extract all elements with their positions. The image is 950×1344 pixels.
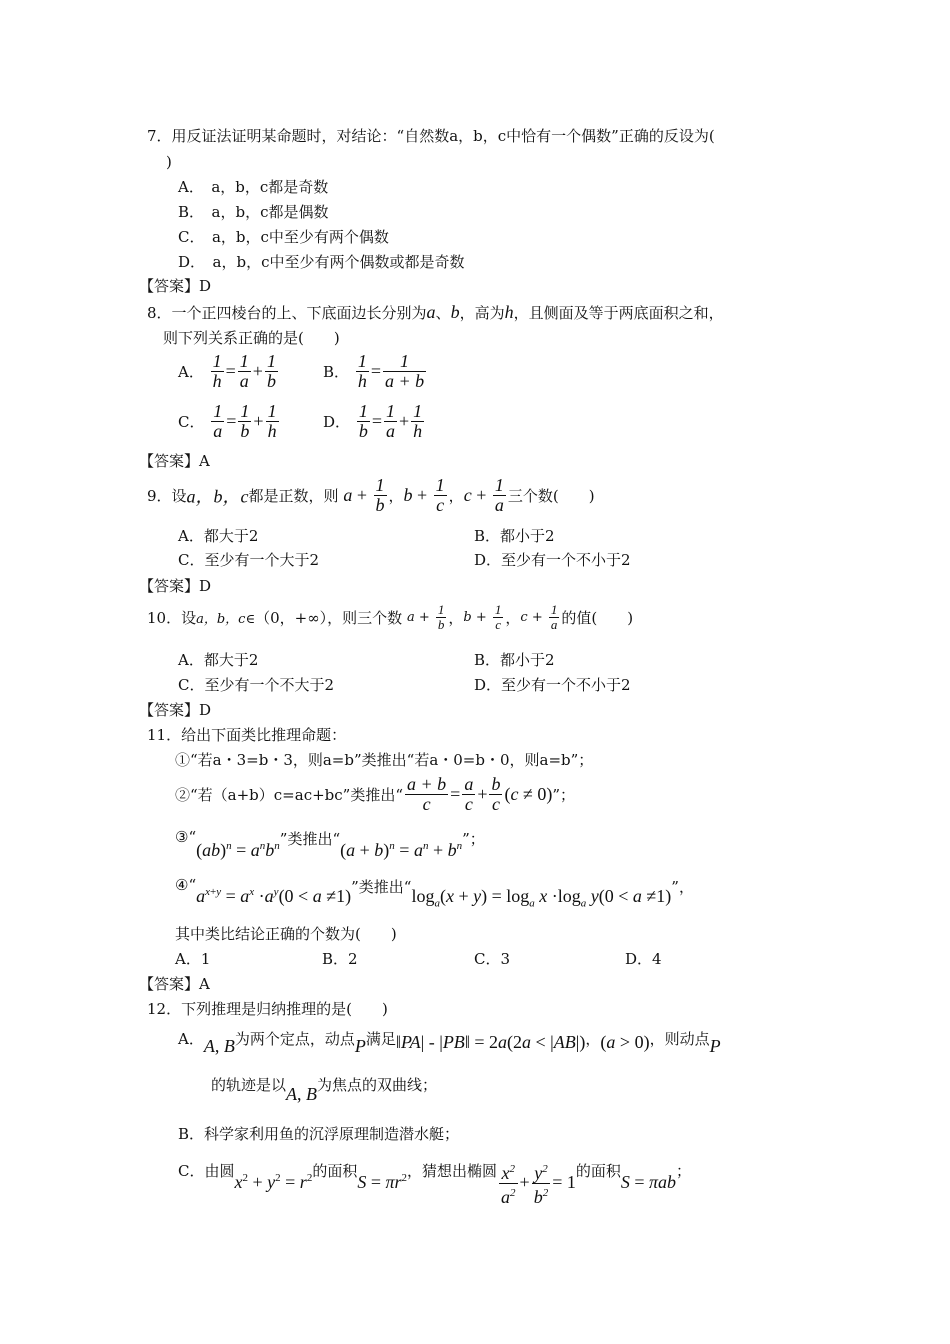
q7-option-b: B． a，b，c都是偶数 <box>178 203 329 221</box>
q11-item4-a: ④“ <box>175 876 197 894</box>
q12-optA-a: A． <box>178 1030 204 1048</box>
q11-item-4: $④“a^{x+y} = a^x \cdot a^y(0 < a \ne 1)$”类推出“$\log_a(x + y) = \log_a x \cdot\log_a$ y(0 < a ≠1)”， <box>175 876 694 910</box>
q9-stem-c: 三个数( ) <box>507 487 595 505</box>
q8-stem <box>147 302 724 323</box>
q9-stem: 9．设a，b，c都是正数，则 a + $\frac{1}{b}$ ，b + $\frac{1}{c}$ ，c + $\frac{1}{a}$ 三个数( ) <box>147 475 595 515</box>
q8-c-frac-1h: $\frac{1}{h}$ <box>267 401 277 441</box>
q8-b-frac-1h: $\frac{1}{h}$ <box>357 351 367 391</box>
q8-var-a: a <box>426 302 436 322</box>
q9-vars: a，b，c <box>186 486 249 507</box>
q9-option-a: A．都大于2 <box>178 527 259 545</box>
q12-optA-b: 为两个定点，动点 <box>234 1030 355 1048</box>
q8-option-c: C． $\frac{1}{a}$ = $\frac{1}{b}$ + $\frac{1}{h}$ <box>178 401 277 441</box>
q8-option-c-label: C． <box>178 413 205 431</box>
q11-item4-b: ”类推出“ <box>351 878 412 896</box>
q8-option-b-label: B． <box>323 363 350 381</box>
q9-frac-1b: $\frac{1}{b}$ <box>375 475 385 515</box>
q8-a-frac-1h: $\frac{1}{h}$ <box>212 351 222 391</box>
q11-item2-frac-apb-c: $\frac{a + b}{c}$ <box>407 774 447 814</box>
q10-stem-a: 10．设 <box>147 609 197 627</box>
q11-item3-a: ③“ <box>175 828 197 846</box>
q12-optC-a: C．由圆 <box>178 1162 235 1180</box>
q11-item3-c: ”； <box>462 830 485 848</box>
q8-var-b: b <box>450 302 460 322</box>
q11-item2-frac-a-c: $\frac{a}{c}$ <box>464 774 474 814</box>
q10-range: （0，+∞），则三个数 <box>255 609 403 627</box>
q9-frac-1c: $\frac{1}{c}$ <box>435 475 445 515</box>
q8-d-frac-1a: $\frac{1}{a}$ <box>385 401 395 441</box>
q12-option-a: A．A, B为两个定点，动点P满足‖PA| - |PB‖ = 2a(2a < |AB|)，(a > 0)，则动点P <box>178 1030 721 1056</box>
q11-item-3: ③“(ab)$^n$ = $a^nb^n$”类推出“$(a + b)^n = a^n + b^n$”； <box>175 828 485 860</box>
q8-option-a: A． $\frac{1}{h}$ = $\frac{1}{a}$ + $\frac{1}{b}$ <box>178 351 276 391</box>
q12-option-a-cont: 的轨迹是以A, B为焦点的双曲线； <box>211 1076 438 1104</box>
q12-stem: 12．下列推理是归纳推理的是( ) <box>147 1000 388 1018</box>
q10-vars: a，b，c∈ <box>196 612 256 627</box>
q10-option-a: A．都大于2 <box>178 651 259 669</box>
q10-answer: 【答案】D <box>139 701 212 719</box>
q12-frac-y2-b2: $\frac{y^2}{b^2}$ <box>532 1160 551 1207</box>
q11-option-c: C．3 <box>474 950 511 968</box>
q10-stem: 10．设a，b，c∈（0，+∞），则三个数 a + $\frac{1}{b}$ ，b + $\frac{1}{c}$ ，c + $\frac{1}{a}$ 的值( ) <box>147 602 634 632</box>
q12-optC-c: ，猜想出椭圆 <box>407 1162 498 1180</box>
q8-c-frac-1b: $\frac{1}{b}$ <box>240 401 250 441</box>
q9-stem-a: 9．设 <box>147 487 187 505</box>
q11-item2-b: ”； <box>552 786 576 804</box>
q10-frac-1c: $\frac{1}{c}$ <box>494 602 502 632</box>
q7-answer: 【答案】D <box>139 277 212 295</box>
q8-c-frac-1a: $\frac{1}{a}$ <box>213 401 223 441</box>
q12-option-c: C．由圆$x^2 + y^2 = r^2$的面积$S = \pi r^2$，猜想出椭圆 $\frac{x^2}{a^2}$ + $\frac{y^2}{b^2}$ = 1的面积S = πab； <box>178 1162 692 1207</box>
q7-stem-cont: ) <box>166 153 172 171</box>
q8-option-d: D． $\frac{1}{b}$ = $\frac{1}{a}$ + $\frac{1}{h}$ <box>323 401 423 441</box>
q7-stem: 7．用反证法证明某命题时，对结论：“自然数a，b，c中恰有一个偶数”正确的反设为( <box>147 127 715 145</box>
q8-sep: 、 <box>435 304 451 322</box>
q8-a-frac-1b: $\frac{1}{b}$ <box>266 351 276 391</box>
q11-item2-a: ②“若（a+b）c=ac+bc”类推出“ <box>175 786 404 804</box>
q10-stem-c: 的值( ) <box>561 609 634 627</box>
q9-option-b: B．都小于2 <box>474 527 555 545</box>
q11-item2-frac-b-c: $\frac{b}{c}$ <box>491 774 501 814</box>
q11-option-b: B．2 <box>322 950 358 968</box>
q12-option-b: B．科学家利用鱼的沉浮原理制造潜水艇； <box>178 1125 460 1143</box>
q11-option-a: A．1 <box>175 950 211 968</box>
q8-stem-a: 8．一个正四棱台的上、下底面边长分别为 <box>147 304 427 322</box>
q8-option-a-label: A． <box>178 363 204 381</box>
q9-frac-1a: $\frac{1}{a}$ <box>494 475 504 515</box>
q12-optA-d: ， <box>585 1030 601 1048</box>
q7-option-d: D． a，b，c中至少有两个偶数或都是奇数 <box>178 253 465 271</box>
q10-frac-1a: $\frac{1}{a}$ <box>550 602 558 632</box>
q8-option-b: B． $\frac{1}{h}$ = $\frac{1}{a + b}$ <box>323 351 425 391</box>
q12-optA-c: 满足 <box>365 1030 396 1048</box>
q12-optA-f: 的轨迹是以 <box>211 1076 287 1094</box>
q11-item3-b: ”类推出“ <box>279 830 341 848</box>
q8-a-frac-1a: $\frac{1}{a}$ <box>239 351 249 391</box>
q7-option-a: A． a，b，c都是奇数 <box>178 178 329 196</box>
q9-option-c: C．至少有一个大于2 <box>178 551 320 569</box>
q7-option-c: C． a，b，c中至少有两个偶数 <box>178 228 389 246</box>
q10-frac-1b: $\frac{1}{b}$ <box>437 602 445 632</box>
q12-optC-b: 的面积 <box>312 1162 358 1180</box>
q12-frac-x2-a2: $\frac{x^2}{a^2}$ <box>499 1160 518 1207</box>
q12-optC-d: 的面积 <box>575 1162 621 1180</box>
q8-d-frac-1h: $\frac{1}{h}$ <box>413 401 423 441</box>
q9-option-d: D．至少有一个不小于2 <box>474 551 631 569</box>
q8-stem-d: 则下列关系正确的是( ) <box>163 329 340 347</box>
q9-stem-b: 都是正数，则 <box>248 487 339 505</box>
q11-question: 其中类比结论正确的个数为( ) <box>175 925 397 943</box>
q8-stem-c: ，且侧面及等于两底面积之和， <box>513 304 724 322</box>
q10-option-c: C．至少有一个不大于2 <box>178 676 335 694</box>
q11-option-d: D．4 <box>625 950 662 968</box>
q8-d-frac-1b: $\frac{1}{b}$ <box>358 401 368 441</box>
q12-optA-g: 为焦点的双曲线； <box>317 1076 438 1094</box>
q11-item4-c: ”， <box>671 878 694 896</box>
q11-answer: 【答案】A <box>139 975 210 993</box>
q10-option-b: B．都小于2 <box>474 651 555 669</box>
q11-item-2: ②“若（a+b）c=ac+bc”类推出“ $\frac{a + b}{c}$ = $\frac{a}{c}$ + $\frac{b}{c}$ (c ≠ 0)”； <box>175 774 576 814</box>
q11-item-1: ①“若a・3=b・3，则a=b”类推出“若a・0=b・0，则a=b”； <box>175 751 594 769</box>
q8-option-d-label: D． <box>323 413 351 431</box>
q8-answer: 【答案】A <box>139 452 210 470</box>
q8-var-h: h <box>504 302 514 322</box>
q9-answer: 【答案】D <box>139 577 212 595</box>
q12-optA-e: ，则动点 <box>649 1030 710 1048</box>
q8-stem-b: ，高为 <box>459 304 505 322</box>
q12-optC-e: ； <box>676 1162 692 1180</box>
q8-b-frac-1ab: $\frac{1}{a + b}$ <box>384 351 425 391</box>
q10-option-d: D．至少有一个不小于2 <box>474 676 631 694</box>
q11-stem: 11．给出下面类比推理命题： <box>147 726 347 744</box>
